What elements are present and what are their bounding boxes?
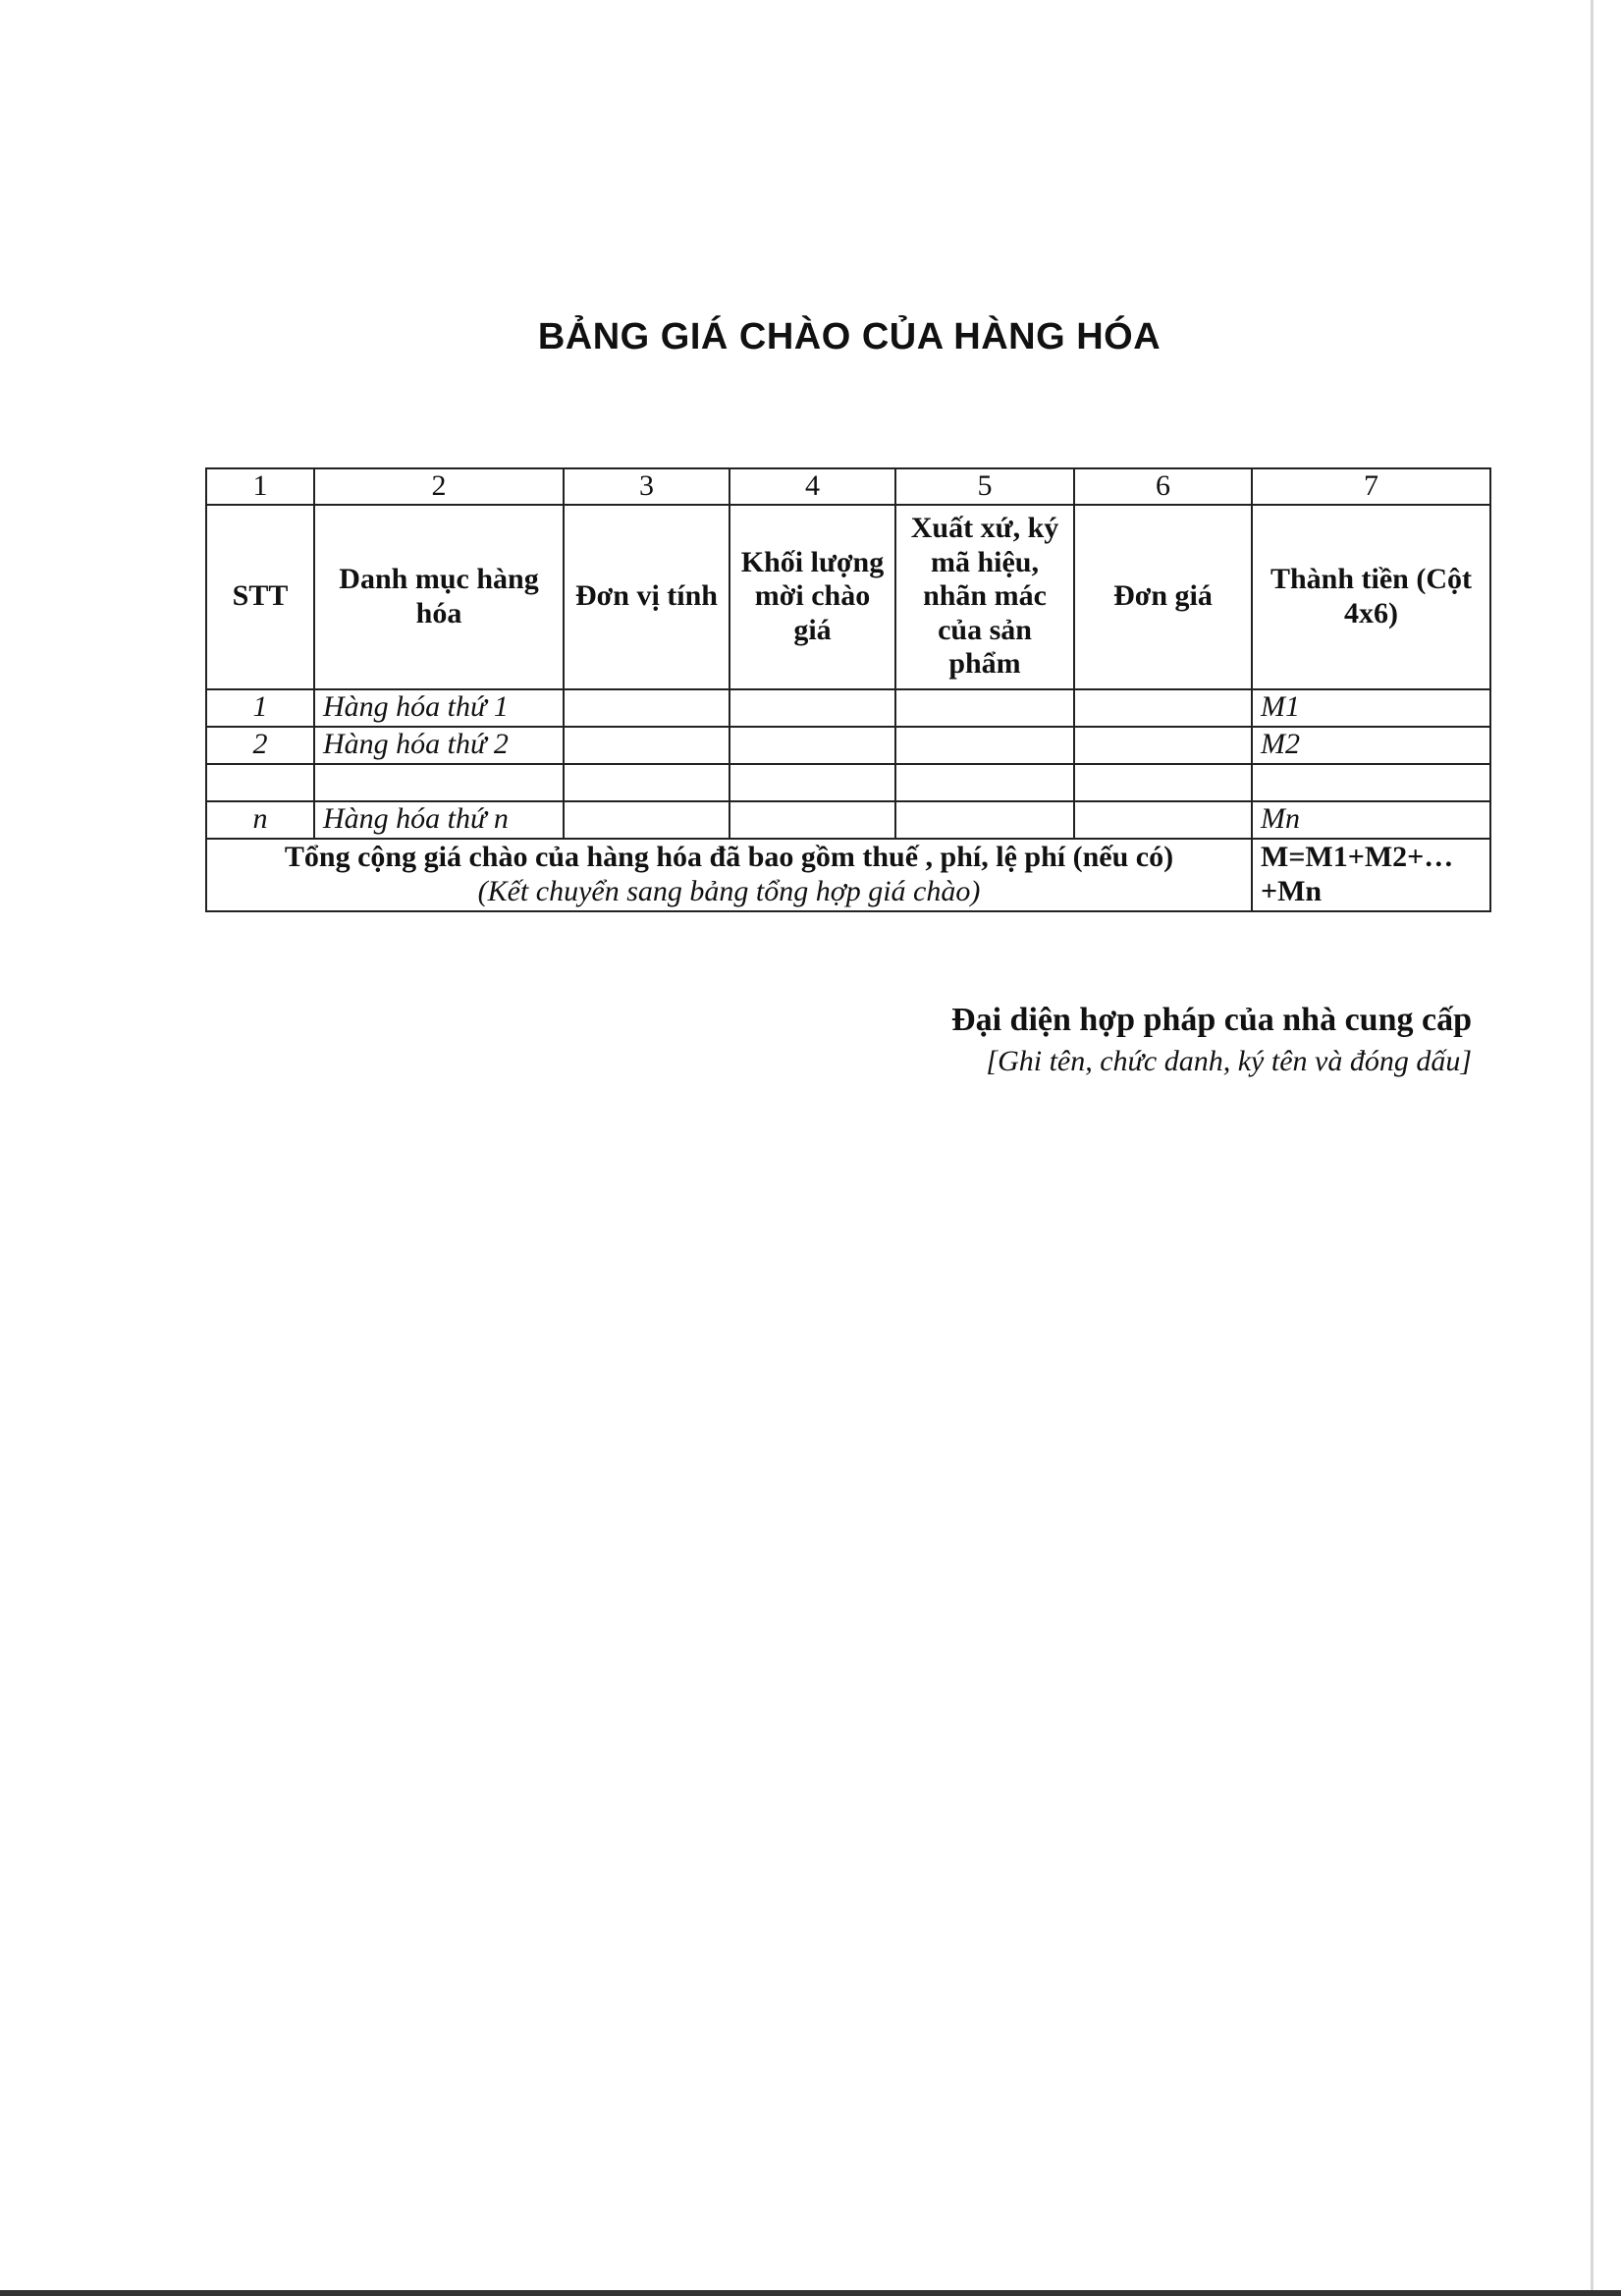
row-unit-price — [1074, 689, 1252, 727]
total-note: (Kết chuyển sang bảng tổng hợp giá chào) — [477, 874, 981, 907]
row-origin — [895, 727, 1074, 764]
table-row — [206, 801, 1490, 839]
row-amount — [1252, 764, 1490, 801]
column-number: 7 — [1252, 468, 1490, 505]
table-row — [206, 689, 1490, 727]
row-stt: 1 — [206, 689, 314, 727]
price-quote-table — [205, 467, 1491, 912]
row-stt — [206, 764, 314, 801]
header-stt: STT — [206, 505, 314, 689]
column-number: 2 — [314, 468, 564, 505]
column-number: 5 — [895, 468, 1074, 505]
row-stt: n — [206, 801, 314, 839]
row-unit-price — [1074, 764, 1252, 801]
total-label-cell — [206, 839, 1252, 911]
row-origin — [895, 764, 1074, 801]
row-origin — [895, 801, 1074, 839]
header-row — [206, 505, 1490, 689]
header-unit-price: Đơn giá — [1074, 505, 1252, 689]
row-amount: Mn — [1252, 801, 1490, 839]
row-stt: 2 — [206, 727, 314, 764]
header-item-list: Danh mục hàng hóa — [314, 505, 564, 689]
column-number: 3 — [564, 468, 729, 505]
row-quantity — [729, 689, 895, 727]
page-title: BẢNG GIÁ CHÀO CỦA HÀNG HÓA — [537, 316, 1162, 357]
row-item-name — [314, 764, 564, 801]
signature-block — [951, 1002, 1472, 1078]
row-item-name: Hàng hóa thứ n — [314, 801, 564, 839]
row-quantity — [729, 727, 895, 764]
total-formula: M=M1+M2+…+Mn — [1252, 839, 1490, 911]
row-unit — [564, 727, 729, 764]
row-item-name: Hàng hóa thứ 1 — [314, 689, 564, 727]
row-item-name: Hàng hóa thứ 2 — [314, 727, 564, 764]
row-quantity — [729, 801, 895, 839]
signature-note: [Ghi tên, chức danh, ký tên và đóng dấu] — [986, 1045, 1472, 1077]
row-unit — [564, 764, 729, 801]
header-origin: Xuất xứ, ký mã hiệu, nhãn mác của sản phẩm — [895, 505, 1074, 689]
scan-bottom-edge — [0, 2290, 1621, 2296]
row-quantity — [729, 764, 895, 801]
column-number: 4 — [729, 468, 895, 505]
row-unit — [564, 801, 729, 839]
row-unit — [564, 689, 729, 727]
table-row — [206, 764, 1490, 801]
row-amount: M1 — [1252, 689, 1490, 727]
header-unit: Đơn vị tính — [564, 505, 729, 689]
column-number: 6 — [1074, 468, 1252, 505]
header-amount: Thành tiền (Cột 4x6) — [1252, 505, 1490, 689]
table-row — [206, 727, 1490, 764]
row-unit-price — [1074, 727, 1252, 764]
row-amount: M2 — [1252, 727, 1490, 764]
row-origin — [895, 689, 1074, 727]
total-label: Tổng cộng giá chào của hàng hóa đã bao gồm thuế , phí, lệ phí (nếu có) — [284, 841, 1174, 873]
column-number-row — [206, 468, 1490, 505]
header-quantity: Khối lượng mời chào giá — [729, 505, 895, 689]
column-number: 1 — [206, 468, 314, 505]
total-row — [206, 839, 1490, 911]
signature-title: Đại diện hợp pháp của nhà cung cấp — [951, 1002, 1472, 1038]
row-unit-price — [1074, 801, 1252, 839]
